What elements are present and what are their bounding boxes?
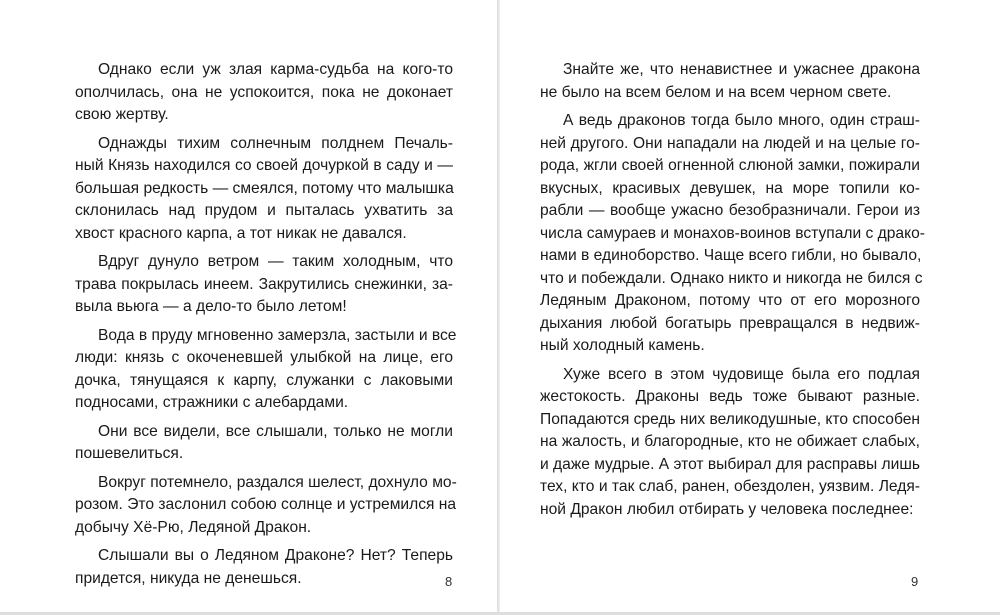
- paragraph: [540, 364, 920, 522]
- text-line: тех, кто и так слаб, ранен, обездолен, уязвим. Ледя-: [540, 478, 920, 495]
- text-line: Знайте же, что ненавистнее и ужаснее дракона: [563, 61, 920, 78]
- text-line: не было на всем белом и на всем черном свете.: [540, 83, 892, 101]
- text-line: вкусных, красивых девушек, на море топили ко-: [540, 179, 920, 197]
- text-line: Ледяным Драконом, потому что от его морозного: [540, 292, 920, 309]
- text-line: свою жертву.: [75, 106, 169, 123]
- text-line: рабли — вообще ужасно безобразничали. Герои из: [540, 202, 920, 219]
- paragraph: [540, 59, 920, 104]
- text-line: нами в единоборство. Чаще всего гибли, но бывало,: [540, 247, 922, 264]
- text-line: что и побеждали. Однако никто и никогда не бился с: [540, 269, 923, 287]
- text-line: Они все видели, все слышали, только не могли: [98, 422, 453, 440]
- text-line: жестокость. Драконы ведь тоже бывают разные.: [540, 388, 920, 405]
- left-page-number: 8: [445, 574, 453, 589]
- text-line: люди: князь с окоченевшей улыбкой на лице, его: [75, 349, 453, 366]
- text-line: Слышали вы о Ледяном Драконе? Нет? Теперь: [98, 547, 453, 564]
- text-line: Вдруг дунуло ветром — таким холодным, что: [98, 253, 453, 270]
- paragraph: [540, 110, 925, 358]
- text-line: Попадаются средь них великодушные, кто способен: [540, 410, 920, 428]
- text-line: пошевелиться.: [75, 445, 184, 462]
- text-line: придется, никуда не денешься.: [75, 569, 302, 587]
- text-line: на жалость, и благородные, кто не обижает слабых,: [540, 433, 920, 450]
- text-line: розом. Это заслонил собою солнце и устремился на: [75, 496, 457, 513]
- text-line: Хуже всего в этом чудовище была его подлая: [563, 365, 920, 383]
- text-line: Однажды тихим солнечным полднем Печаль-: [98, 134, 453, 152]
- right-page-text: [540, 59, 925, 527]
- text-line: ополчилась, она не успокоится, пока не доконает: [75, 83, 453, 101]
- text-line: числа самураев и монахов-воинов вступали с драко-: [540, 224, 925, 242]
- text-line: А ведь драконов тогда было много, один страш-: [563, 112, 920, 129]
- text-line: дыхания любой богатырь превращался в недвиж-: [540, 314, 920, 332]
- text-line: большая редкость — смеялся, потому что малышка: [75, 179, 454, 197]
- text-line: подносами, стражники с алебардами.: [75, 394, 349, 411]
- text-line: Вода в пруду мгновенно замерзла, застыли и все: [98, 326, 457, 344]
- right-page-number: 9: [911, 574, 919, 589]
- text-line: трава покрылась инеем. Закрутились снежинки, за-: [75, 275, 453, 293]
- text-line: добычу Хё-Рю, Ледяной Дракон.: [75, 518, 312, 536]
- text-line: хвост красного карпа, а тот никак не давался.: [75, 224, 407, 242]
- text-line: Вокруг потемнело, раздался шелест, дохнуло мо-: [98, 473, 457, 491]
- text-line: ней другого. Они нападали на людей и на целые го-: [540, 134, 920, 152]
- text-line: ной Дракон любил отбирать у человека последнее:: [540, 500, 914, 518]
- text-line: ный Князь находился со своей дочуркой в саду и —: [75, 157, 453, 174]
- text-line: Однако если уж злая карма-судьба на кого-то: [98, 61, 453, 78]
- text-line: склонилась над прудом и пыталась ухватить за: [75, 202, 453, 219]
- text-line: и даже мудрые. А этот выбирал для расправы лишь: [540, 455, 920, 473]
- text-line: дочка, тянущаяся к карпу, служанки с лаковыми: [75, 371, 453, 389]
- text-line: выла вьюга — а дело-то было летом!: [75, 298, 347, 315]
- text-line: ный холодный камень.: [540, 337, 705, 354]
- text-line: рода, жгли своей огненной слюной замки, пожирали: [540, 157, 920, 174]
